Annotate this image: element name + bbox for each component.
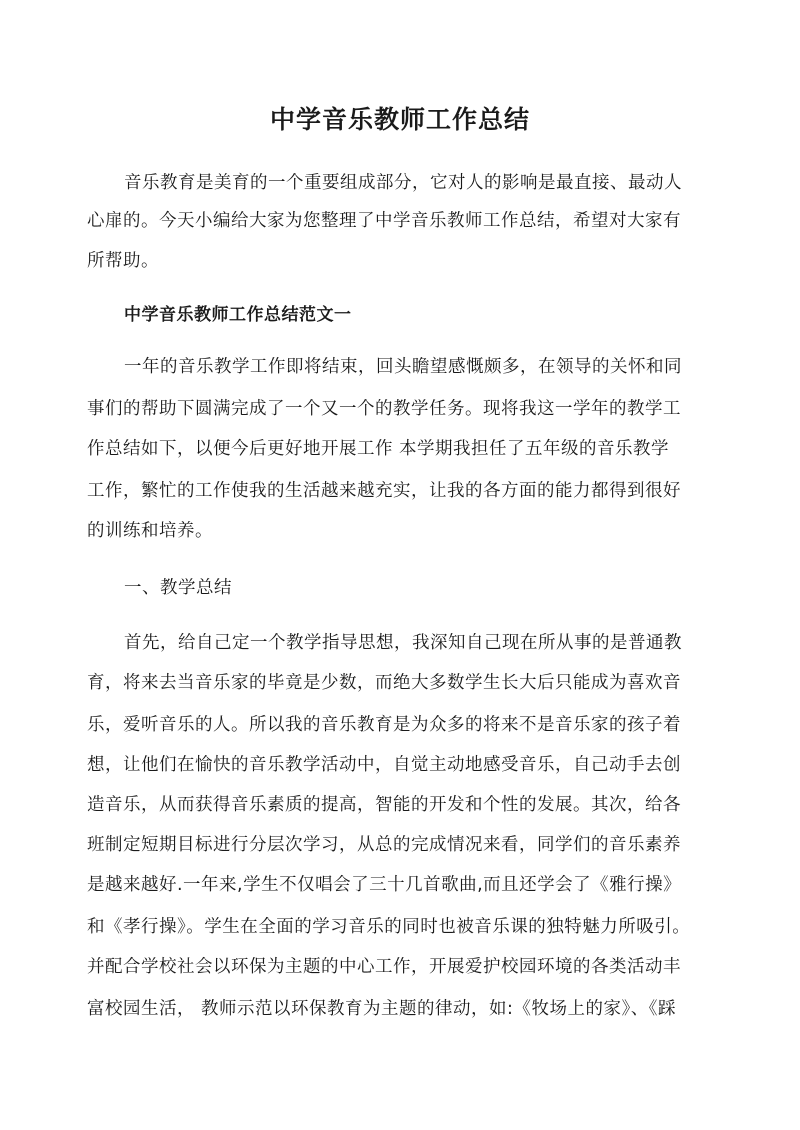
paragraph-line: 工作，繁忙的工作使我的生活越来越充实，让我的各方面的能力都得到很好 — [87, 481, 681, 501]
paragraph-line: 首先，给自己定一个教学指导思想，我深知自己现在所从事的是普通教 — [124, 633, 682, 653]
paragraph-line: 育，将来去当音乐家的毕竟是少数，而绝大多数学生长大后只能成为喜欢音 — [87, 673, 681, 693]
paragraph-line: 乐，爱听音乐的人。所以我的音乐教育是为众多的将来不是音乐家的孩子着 — [87, 715, 681, 735]
paragraph-line: 事们的帮助下圆满完成了一个又一个的教学任务。现将我这一学年的教学工 — [87, 399, 681, 419]
paragraph-line: 富校园生活， 教师示范以环保教育为主题的律动，如:《牧场上的家》、《踩 — [87, 999, 676, 1019]
paragraph-line: 是越来越好.一年来,学生不仅唱会了三十几首歌曲,而且还学会了《雅行操》 — [87, 875, 682, 895]
section-heading: 中学音乐教师工作总结范文一 — [124, 305, 352, 325]
paragraph-line: 的训练和培养。 — [87, 521, 213, 541]
paragraph-line: 班制定短期目标进行分层次学习，从总的完成情况来看，同学们的音乐素养 — [87, 835, 681, 855]
document-title: 中学音乐教师工作总结 — [269, 105, 530, 134]
paragraph-line: 心扉的。今天小编给大家为您整理了中学音乐教师工作总结，希望对大家有 — [87, 211, 681, 231]
paragraph-line: 造音乐，从而获得音乐素质的提高，智能的开发和个性的发展。其次，给各 — [87, 795, 681, 815]
paragraph-line: 想，让他们在愉快的音乐教学活动中，自觉主动地感受音乐，自己动手去创 — [87, 755, 681, 775]
paragraph-line: 一年的音乐教学工作即将结束，回头瞻望感慨颇多，在领导的关怀和同 — [124, 357, 682, 377]
paragraph-line: 所帮助。 — [87, 251, 159, 271]
paragraph-line: 一、教学总结 — [124, 578, 232, 598]
paragraph-line: 和《孝行操》。学生在全面的学习音乐的同时也被音乐课的独特魅力所吸引。 — [87, 917, 691, 937]
paragraph-line: 并配合学校社会以环保为主题的中心工作，开展爱护校园环境的各类活动丰 — [87, 957, 681, 977]
paragraph-line: 音乐教育是美育的一个重要组成部分，它对人的影响是最直接、最动人 — [124, 173, 682, 193]
paragraph-line: 作总结如下，以便今后更好地开展工作 本学期我担任了五年级的音乐教学 — [87, 439, 670, 459]
